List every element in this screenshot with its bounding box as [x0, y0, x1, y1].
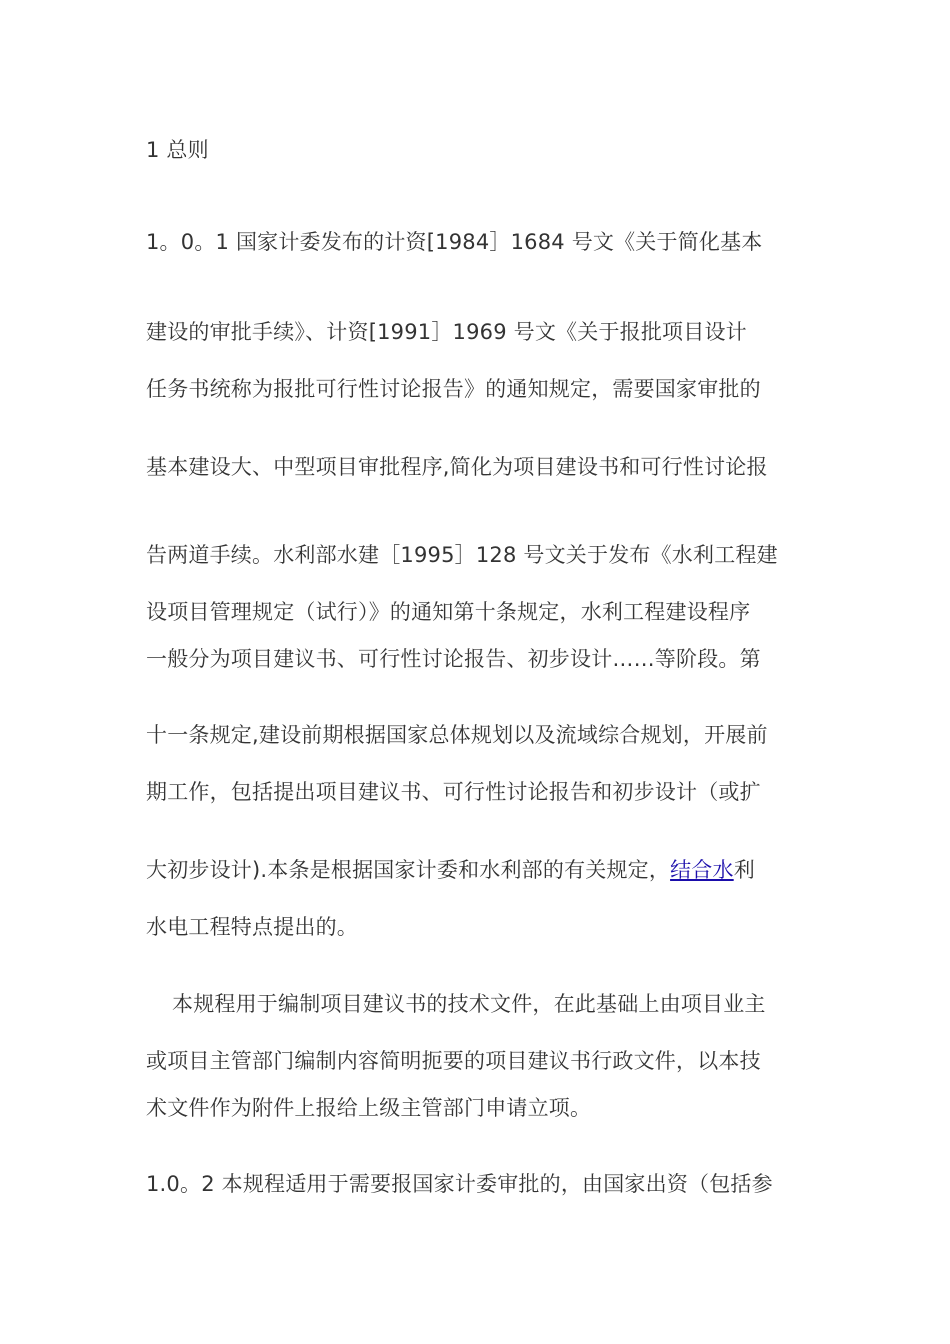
line-text-before-link: 大初步设计).本条是根据国家计委和水利部的有关规定，	[146, 858, 671, 882]
section-heading: 1 总则	[146, 138, 209, 162]
paragraph-line: 一般分为项目建议书、可行性讨论报告、初步设计……等阶段。第	[146, 647, 761, 671]
paragraph-line: 1.0。2 本规程适用于需要报国家计委审批的，由国家出资（包括参	[146, 1172, 773, 1196]
paragraph-line: 设项目管理规定（试行）》的通知第十条规定，水利工程建设程序	[146, 600, 751, 624]
paragraph-line: 告两道手续。水利部水建［1995］128 号文关于发布《水利工程建	[146, 543, 778, 567]
paragraph-line: 期工作，包括提出项目建议书、可行性讨论报告和初步设计（或扩	[146, 780, 761, 804]
paragraph-line: 任务书统称为报批可行性讨论报告》的通知规定，需要国家审批的	[146, 377, 761, 401]
inline-link[interactable]: 结合水	[670, 858, 734, 882]
paragraph-line: 1。0。1 国家计委发布的计资[1984］1684 号文《关于简化基本	[146, 230, 763, 254]
paragraph-line: 术文件作为附件上报给上级主管部门申请立项。	[146, 1096, 592, 1120]
paragraph-line: 建设的审批手续》、计资[1991］1969 号文《关于报批项目设计	[146, 320, 747, 344]
paragraph-line: 或项目主管部门编制内容简明扼要的项目建议书行政文件，以本技	[146, 1049, 761, 1073]
paragraph-line-with-link	[146, 856, 755, 884]
paragraph-line: 十一条规定,建设前期根据国家总体规划以及流域综合规划，开展前	[146, 723, 768, 747]
line-text-after-link: 利	[733, 858, 755, 882]
paragraph-line: 本规程用于编制项目建议书的技术文件，在此基础上由项目业主	[172, 992, 766, 1016]
paragraph-line: 水电工程特点提出的。	[146, 915, 358, 939]
paragraph-line: 基本建设大、中型项目审批程序,简化为项目建设书和可行性讨论报	[146, 455, 768, 479]
